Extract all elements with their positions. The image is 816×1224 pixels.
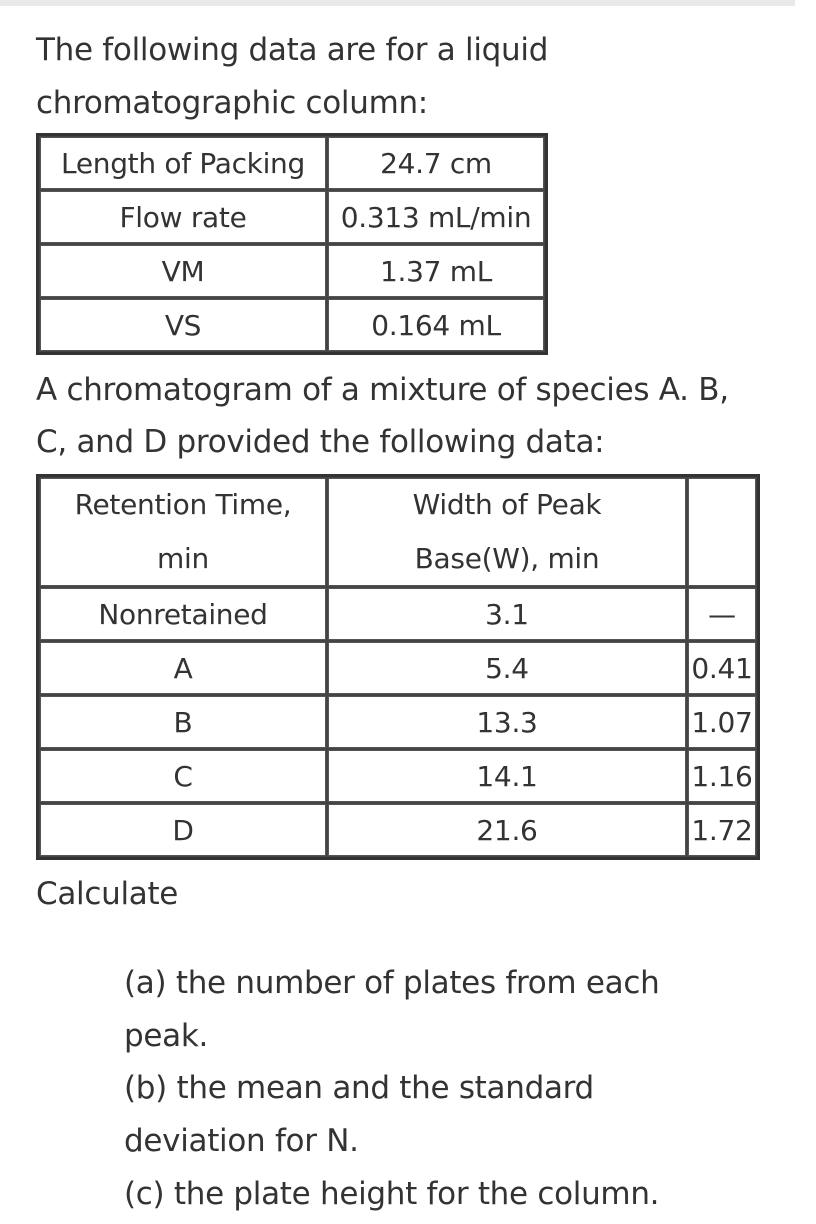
species-cell: Nonretained (39, 587, 327, 641)
question-b-line-1: (b) the mean and the standard (124, 1070, 594, 1106)
header-retention-line-2: min (157, 542, 209, 575)
table-row (39, 244, 545, 298)
table-row (39, 749, 757, 803)
top-divider (0, 0, 795, 6)
retention-cell: 14.1 (327, 749, 687, 803)
table-row (39, 587, 757, 641)
table-row (39, 298, 545, 352)
species-cell: D (39, 803, 327, 857)
retention-cell: 13.3 (327, 695, 687, 749)
species-cell: B (39, 695, 327, 749)
column-param-value: 0.313 mL/min (327, 190, 545, 244)
retention-cell: 21.6 (327, 803, 687, 857)
header-peak-width (327, 477, 687, 587)
table-row (39, 190, 545, 244)
question-b-line-2: deviation for N. (124, 1123, 359, 1159)
table-row (39, 136, 545, 190)
column-param-value: 0.164 mL (327, 298, 545, 352)
width-cell: 1.72 (687, 803, 757, 857)
calculate-label: Calculate (36, 876, 179, 912)
column-param-label: Length of Packing (39, 136, 327, 190)
header-retention-time (39, 477, 327, 587)
width-cell: 0.41 (687, 641, 757, 695)
intro-line-2: chromatographic column: (36, 85, 428, 121)
peak-data-table (36, 474, 760, 860)
question-c-line-1: (c) the plate height for the column. (124, 1176, 660, 1212)
table-row (39, 803, 757, 857)
width-cell: 1.07 (687, 695, 757, 749)
column-param-value: 1.37 mL (327, 244, 545, 298)
header-retention-line-1: Retention Time, (74, 488, 292, 521)
species-cell: C (39, 749, 327, 803)
width-cell: — (687, 587, 757, 641)
retention-cell: 5.4 (327, 641, 687, 695)
table-row (39, 695, 757, 749)
table-row (39, 641, 757, 695)
mixture-line-1: A chromatogram of a mixture of species A. B, (36, 372, 729, 408)
mixture-line-2: C, and D provided the following data: (36, 424, 605, 460)
question-a-line-1: (a) the number of plates from each (124, 965, 660, 1001)
column-param-label: VM (39, 244, 327, 298)
header-empty-cell (687, 477, 757, 587)
retention-cell: 3.1 (327, 587, 687, 641)
question-a-line-2: peak. (124, 1018, 209, 1054)
column-param-label: VS (39, 298, 327, 352)
column-param-label: Flow rate (39, 190, 327, 244)
intro-line-1: The following data are for a liquid (36, 32, 549, 68)
species-cell: A (39, 641, 327, 695)
column-data-table (36, 133, 548, 355)
table-header-row (39, 477, 757, 587)
header-width-line-2: Base(W), min (414, 542, 600, 575)
header-width-line-1: Width of Peak (412, 488, 602, 521)
width-cell: 1.16 (687, 749, 757, 803)
column-param-value: 24.7 cm (327, 136, 545, 190)
